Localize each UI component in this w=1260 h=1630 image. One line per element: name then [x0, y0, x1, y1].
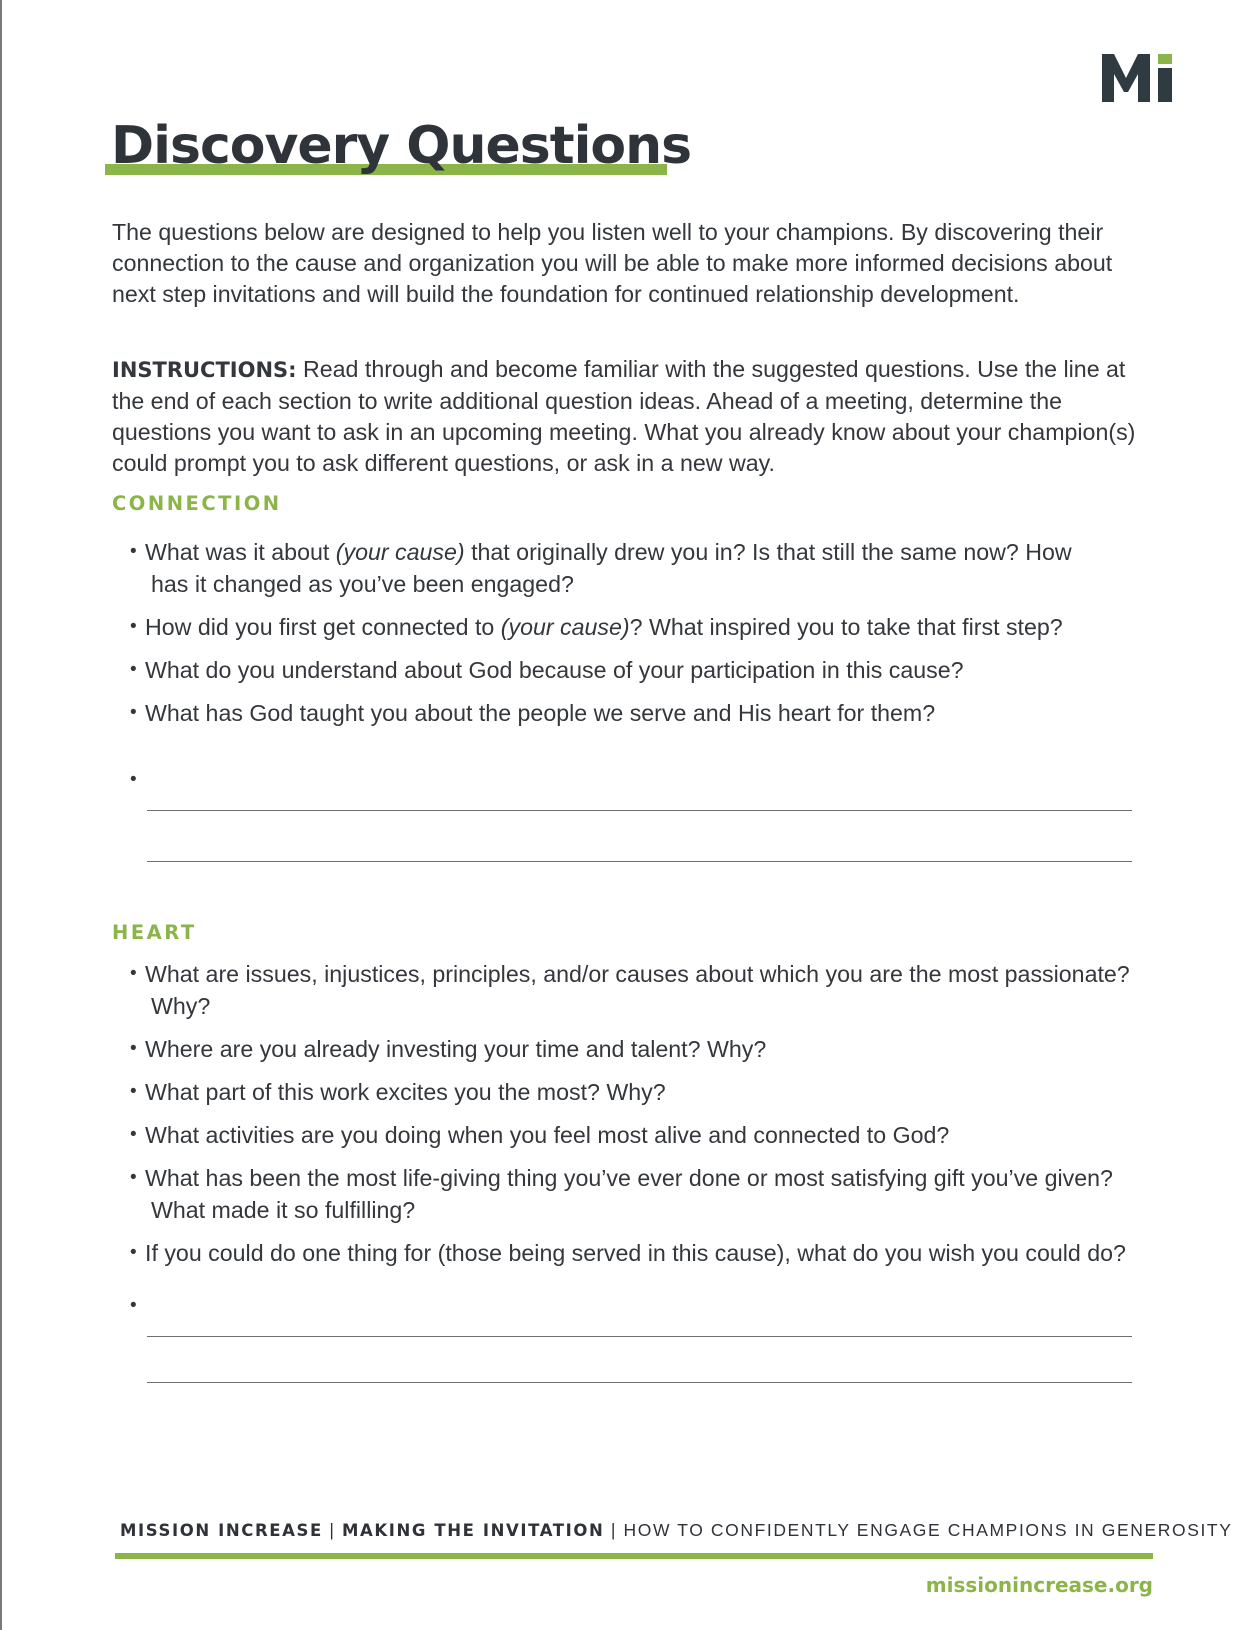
- list-item: • What was it about (your cause) that originally drew you in? Is that still the same now? How has it changed as you’ve been engaged?: [130, 536, 1170, 600]
- heart-question-list: [130, 958, 1170, 1280]
- list-item: • What has been the most life-giving thing you’ve ever done or most satisfying gift you’ve given? What made it so fulfilling?: [130, 1162, 1170, 1226]
- list-item: • What part of this work excites you the most? Why?: [130, 1076, 1170, 1108]
- list-item: • If you could do one thing for (those being served in this cause), what do you wish you could do?: [130, 1237, 1170, 1269]
- page-title: Discovery Questions: [111, 116, 692, 176]
- list-item: • What do you understand about God because of your participation in this cause?: [130, 654, 1170, 686]
- footer-brand: MISSION INCREASE: [120, 1521, 323, 1540]
- list-item: • What has God taught you about the people we serve and His heart for them?: [130, 697, 1170, 729]
- footer-text: MISSION INCREASE | MAKING THE INVITATION | HOW TO CONFIDENTLY ENGAGE CHAMPIONS IN GENEROSITY: [120, 1520, 1233, 1540]
- write-in-line[interactable]: [147, 861, 1132, 862]
- page-edge: [0, 0, 2, 1630]
- page-title-block: [105, 112, 692, 182]
- blank-bullet: •: [130, 1295, 137, 1316]
- section-title-heart: HEART: [112, 921, 197, 944]
- intro-paragraph: The questions below are designed to help you listen well to your champions. By discovering their connection to the cause and organization you will be able to make more informed decisions about next step invitations and will build the foundation for continued relationship development.: [112, 219, 1113, 307]
- list-item: • What activities are you doing when you feel most alive and connected to God?: [130, 1119, 1170, 1151]
- footer-url-link[interactable]: missionincrease.org: [925, 1573, 1153, 1597]
- footer-tagline: HOW TO CONFIDENTLY ENGAGE CHAMPIONS IN GENEROSITY: [623, 1520, 1233, 1540]
- instructions-paragraph: [112, 354, 1162, 479]
- write-in-line[interactable]: [147, 1382, 1132, 1383]
- connection-question-list: [130, 536, 1170, 740]
- mission-increase-logo: [1102, 52, 1184, 102]
- instructions-text: Read through and become familiar with the suggested questions. Use the line at the end of each section to write additional question ideas. Ahead of a meeting, determine the questions you want to ask in an upcoming meeting. What you already know about your champion(s) could prompt you to ask different questions, or ask in a new way.: [112, 356, 1136, 476]
- blank-bullet: •: [130, 769, 137, 790]
- footer-program: MAKING THE INVITATION: [341, 1521, 605, 1540]
- list-item: • Where are you already investing your time and talent? Why?: [130, 1033, 1170, 1065]
- footer-rule: [115, 1553, 1153, 1559]
- write-in-line[interactable]: [147, 810, 1132, 811]
- instructions-label: INSTRUCTIONS:: [112, 358, 297, 382]
- section-title-connection: CONNECTION: [112, 492, 282, 515]
- write-in-line[interactable]: [147, 1336, 1132, 1337]
- list-item: • What are issues, injustices, principles, and/or causes about which you are the most passionate? Why?: [130, 958, 1170, 1022]
- list-item: • How did you first get connected to (your cause)? What inspired you to take that first step?: [130, 611, 1170, 643]
